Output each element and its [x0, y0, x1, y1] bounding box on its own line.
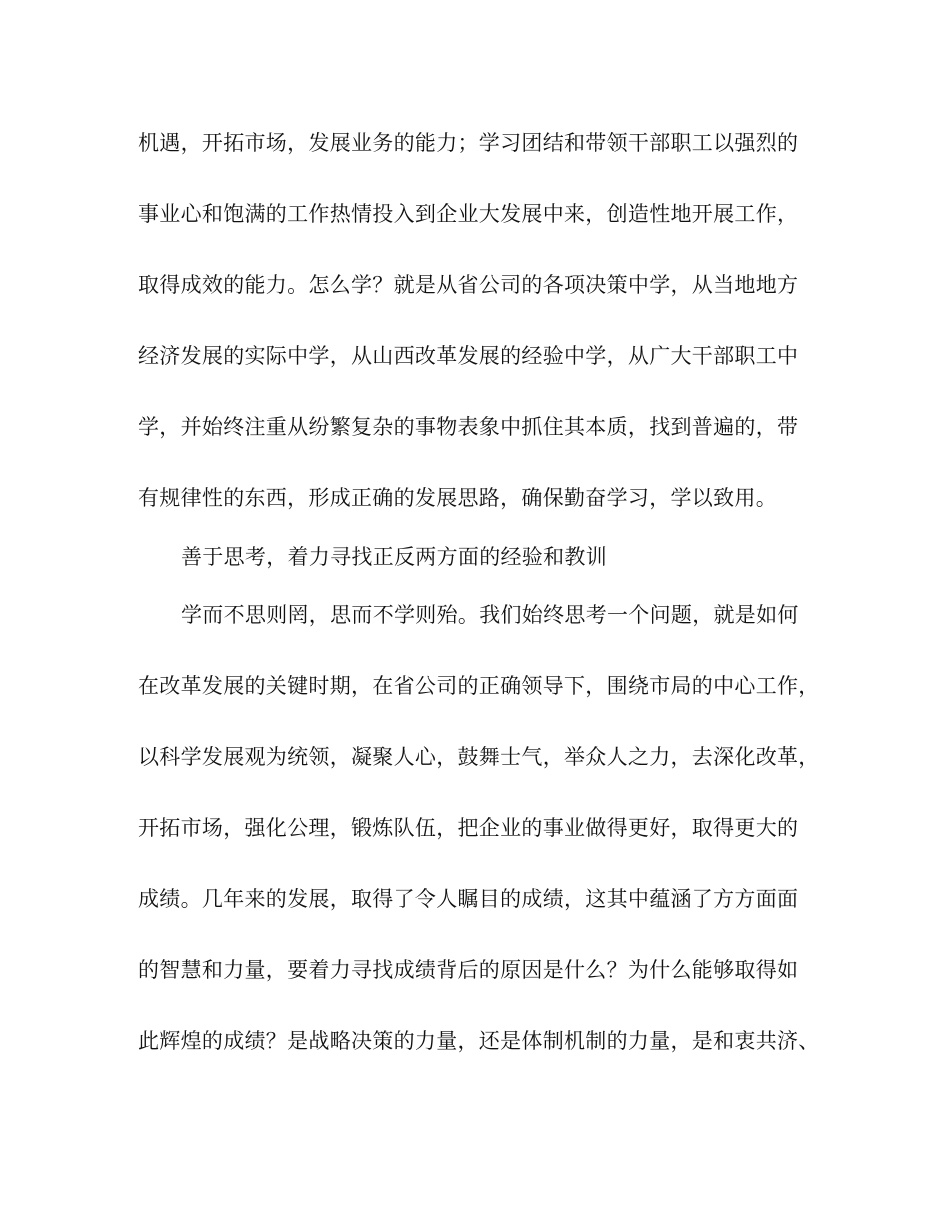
paragraph-line: 经济发展的实际中学，从山西改革发展的经验中学，从广大干部职工中: [138, 344, 799, 368]
paragraph-line: 以科学发展观为统领，凝聚人心，鼓舞士气，举众人之力，去深化改革，: [138, 745, 820, 769]
paragraph-line: 的智慧和力量，要着力寻找成绩背后的原因是什么？为什么能够取得如: [138, 958, 799, 982]
paragraph-line: 事业心和饱满的工作热情投入到企业大发展中来，创造性地开展工作，: [138, 202, 799, 226]
paragraph-line: 学，并始终注重从纷繁复杂的事物表象中抓住其本质，找到普遍的，带: [138, 415, 799, 439]
paragraph-line: 此辉煌的成绩？是战略决策的力量，还是体制机制的力量，是和衷共济、: [138, 1029, 820, 1053]
paragraph-line: 成绩。几年来的发展，取得了令人瞩目的成绩，这其中蕴涵了方方面面: [138, 887, 799, 911]
paragraph-line: 机遇，开拓市场，发展业务的能力；学习团结和带领干部职工以强烈的: [138, 131, 799, 155]
paragraph-line: 开拓市场，强化公理，锻炼队伍，把企业的事业做得更好，取得更大的: [138, 816, 799, 840]
paragraph-line: 在改革发展的关键时期，在省公司的正确领导下，围绕市局的中心工作，: [138, 674, 820, 698]
paragraph-line: 有规律性的东西，形成正确的发展思路，确保勤奋学习，学以致用。: [138, 486, 777, 510]
paragraph-line: 取得成效的能力。怎么学？就是从省公司的各项决策中学，从当地地方: [138, 273, 799, 297]
section-heading: 善于思考，着力寻找正反两方面的经验和教训: [181, 545, 607, 569]
paragraph-line: 学而不思则罔，思而不学则殆。我们始终思考一个问题，就是如何: [181, 603, 799, 627]
